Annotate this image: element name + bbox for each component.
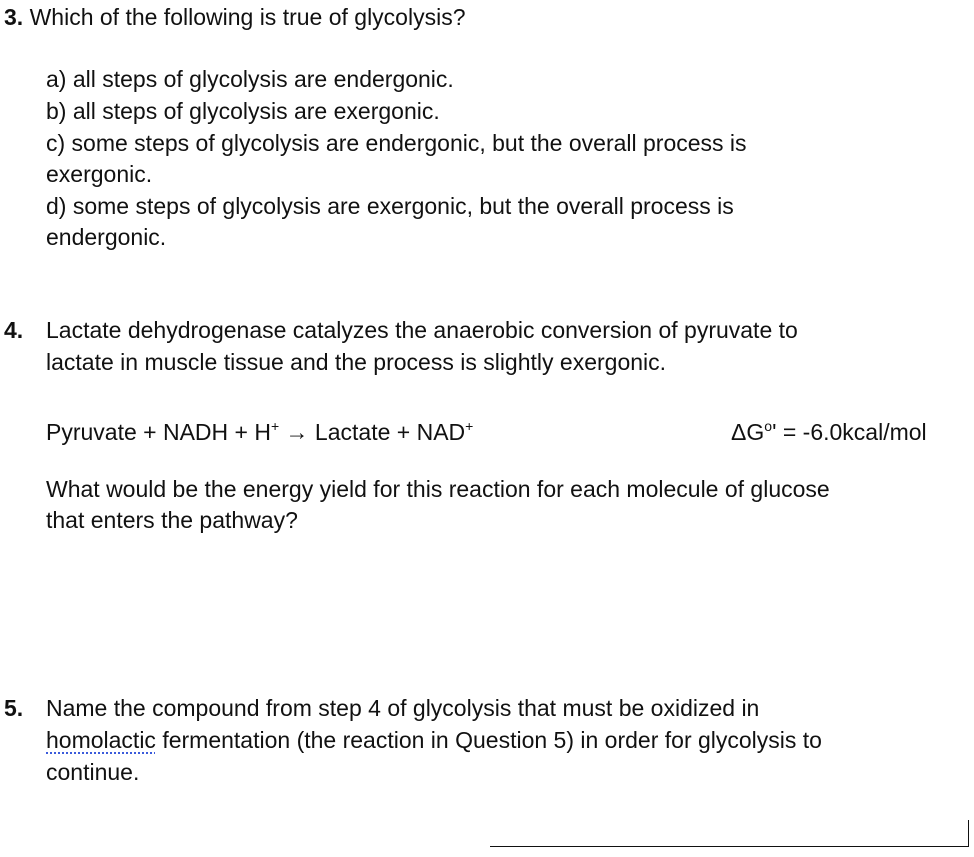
question-5-number: 5. <box>4 695 24 721</box>
reaction-products: → Lactate + NAD <box>279 419 466 445</box>
spellcheck-word[interactable]: homolactic <box>46 727 156 753</box>
option-c-line2: exergonic. <box>46 161 153 187</box>
answer-line-end-tick <box>968 820 969 847</box>
question-4-intro-line2: lactate in muscle tissue and the process is slightly exergonic. <box>46 349 667 375</box>
option-d-line2: endergonic. <box>46 224 167 250</box>
question-4-ask-line1: What would be the energy yield for this reaction for each molecule of glucose <box>46 476 830 502</box>
reaction-equation <box>46 410 473 448</box>
delta-g-value <box>731 410 927 448</box>
delta-g-label: ΔG <box>731 419 765 445</box>
reaction-reactants: Pyruvate + NADH + H <box>46 419 271 445</box>
question-4-number: 4. <box>4 317 24 343</box>
option-d-line1: d) some steps of glycolysis are exergonic, but the overall process is <box>46 193 734 219</box>
superscript-plus: + <box>270 418 280 434</box>
delta-g-superscript: o <box>764 418 773 434</box>
superscript-plus: + <box>465 418 474 434</box>
question-number: 3. <box>4 4 24 30</box>
question-5-line3: continue. <box>46 759 140 785</box>
answer-blank-line[interactable] <box>490 846 969 847</box>
question-4-ask-line2: that enters the pathway? <box>46 507 298 533</box>
question-5-line1: Name the compound from step 4 of glycolysis that must be oxidized in <box>46 695 760 721</box>
option-c-line1: c) some steps of glycolysis are endergonic, but the overall process is <box>46 130 747 156</box>
question-3 <box>4 1 466 33</box>
question-text: Which of the following is true of glycolysis? <box>29 4 466 30</box>
delta-g-number: ' = -6.0kcal/mol <box>772 419 927 445</box>
question-5-line2 <box>46 724 822 756</box>
question-5-line2-rest: fermentation (the reaction in Question 5) in order for glycolysis to <box>155 727 822 753</box>
question-4-intro-line1: Lactate dehydrogenase catalyzes the anaerobic conversion of pyruvate to <box>46 317 798 343</box>
option-b: b) all steps of glycolysis are exergonic. <box>46 98 440 124</box>
option-a: a) all steps of glycolysis are endergonic. <box>46 66 454 92</box>
